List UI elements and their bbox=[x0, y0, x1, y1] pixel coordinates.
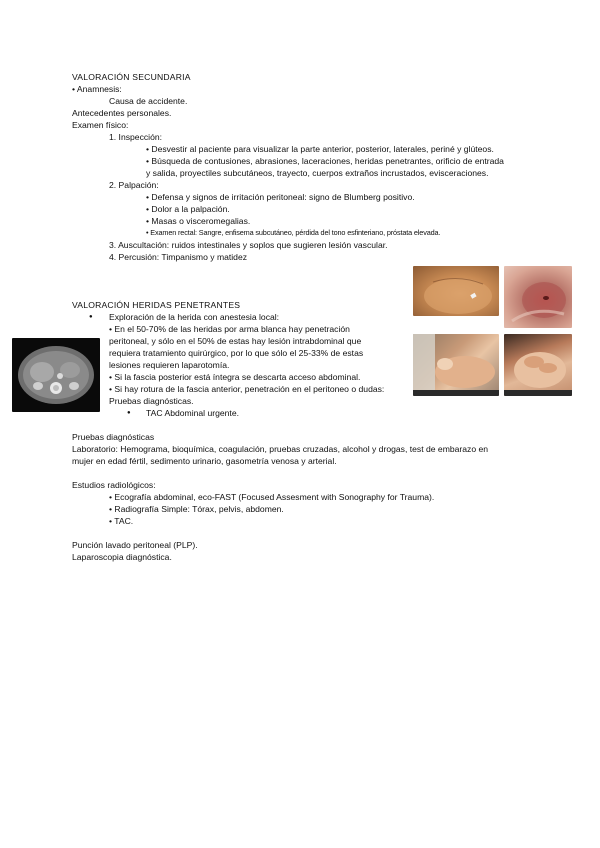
abdominal-palpation-drawing bbox=[504, 334, 572, 396]
palpacion-item: • Masas o visceromegalias. bbox=[146, 216, 251, 226]
antecedentes-text: Antecedentes personales. bbox=[72, 108, 172, 118]
photo-caption bbox=[413, 318, 499, 321]
ct-scan-drawing bbox=[12, 338, 100, 412]
penetrating-line: • Si la fascia posterior está íntegra se descarta acceso abdominal. bbox=[109, 372, 361, 382]
exploration-label: Exploración de la herida con anestesia local: bbox=[109, 312, 280, 322]
penetrating-line: lesiones requieren laparotomía. bbox=[109, 360, 230, 370]
abdominal-ct-scan bbox=[12, 338, 100, 412]
secondary-title: VALORACIÓN SECUNDARIA bbox=[72, 72, 191, 82]
causa-text: Causa de accidente. bbox=[109, 96, 188, 106]
lab-line: Laboratorio: Hemograma, bioquímica, coagulación, pruebas cruzadas, alcohol y drogas, test de embarazo en bbox=[72, 444, 489, 454]
radiology-item: • Radiografía Simple: Tórax, pelvis, abdomen. bbox=[109, 504, 284, 514]
palpacion-item: • Dolor a la palpación. bbox=[146, 204, 230, 214]
penetrating-line: Pruebas diagnósticas. bbox=[109, 396, 194, 406]
inspeccion-item: • Desvestir al paciente para visualizar la parte anterior, posterior, laterales, periné y glúteos. bbox=[146, 144, 494, 154]
lab-line: mujer en edad fértil, sedimento urinario, gasometría venosa y arterial. bbox=[72, 456, 337, 466]
inspeccion-item: • Búsqueda de contusiones, abrasiones, laceraciones, heridas penetrantes, orificio de entrada bbox=[146, 156, 504, 166]
penetrating-line: peritoneal, y sólo en el 50% de estas hay lesión intrabdominal que bbox=[109, 336, 362, 346]
penetrating-line: requiera tratamiento quirúrgico, por lo que sólo el 25-33% de estas bbox=[109, 348, 364, 358]
palpacion-item: • Defensa y signos de irritación peritoneal: signo de Blumberg positivo. bbox=[146, 192, 415, 202]
palpacion-label: 2. Palpación: bbox=[109, 180, 159, 190]
patient-exam-drawing bbox=[413, 334, 499, 396]
abdominal-contusion-photo bbox=[413, 266, 499, 316]
radiology-title: Estudios radiológicos: bbox=[72, 480, 156, 490]
penetrating-line: • En el 50-70% de las heridas por arma blanca hay penetración bbox=[109, 324, 350, 334]
abdominal-wound-photo bbox=[504, 266, 572, 328]
penetrating-title: VALORACIÓN HERIDAS PENETRANTES bbox=[72, 300, 241, 310]
sub-bullet-icon: ● bbox=[127, 410, 131, 416]
abdominal-palpation-photo bbox=[504, 334, 572, 396]
palpacion-item: • Examen rectal: Sangre, enfisema subcutáneo, pérdida del tono esfinteriano, próstata elevada. bbox=[146, 228, 441, 237]
penetrating-line: • Si hay rotura de la fascia anterior, penetración en el peritoneo o dudas: bbox=[109, 384, 385, 394]
examen-fisico-label: Examen físico: bbox=[72, 120, 129, 130]
tac-urgent-text: TAC Abdominal urgente. bbox=[146, 408, 239, 418]
plp-text: Punción lavado peritoneal (PLP). bbox=[72, 540, 198, 550]
bullet-icon: ● bbox=[89, 314, 93, 320]
radiology-item: • TAC. bbox=[109, 516, 134, 526]
anamnesis-label: • Anamnesis: bbox=[72, 84, 122, 94]
inspeccion-label: 1. Inspección: bbox=[109, 132, 163, 142]
abdominal-contusion-drawing bbox=[413, 266, 499, 316]
radiology-item: • Ecografía abdominal, eco-FAST (Focused Assesment with Sonography for Trauma). bbox=[109, 492, 435, 502]
laparoscopia-text: Laparoscopia diagnóstica. bbox=[72, 552, 172, 562]
auscultacion-label: 3. Auscultación: ruidos intestinales y soplos que sugieren lesión vascular. bbox=[109, 240, 388, 250]
inspeccion-item: y salida, proyectiles subcutáneos, trayecto, cuerpos extraños incrustados, evisceraciones. bbox=[146, 168, 489, 178]
patient-exam-photo bbox=[413, 334, 499, 396]
abdominal-wound-drawing bbox=[504, 266, 572, 328]
percusion-label: 4. Percusión: Timpanismo y matidez bbox=[109, 252, 248, 262]
tests-title: Pruebas diagnósticas bbox=[72, 432, 155, 442]
